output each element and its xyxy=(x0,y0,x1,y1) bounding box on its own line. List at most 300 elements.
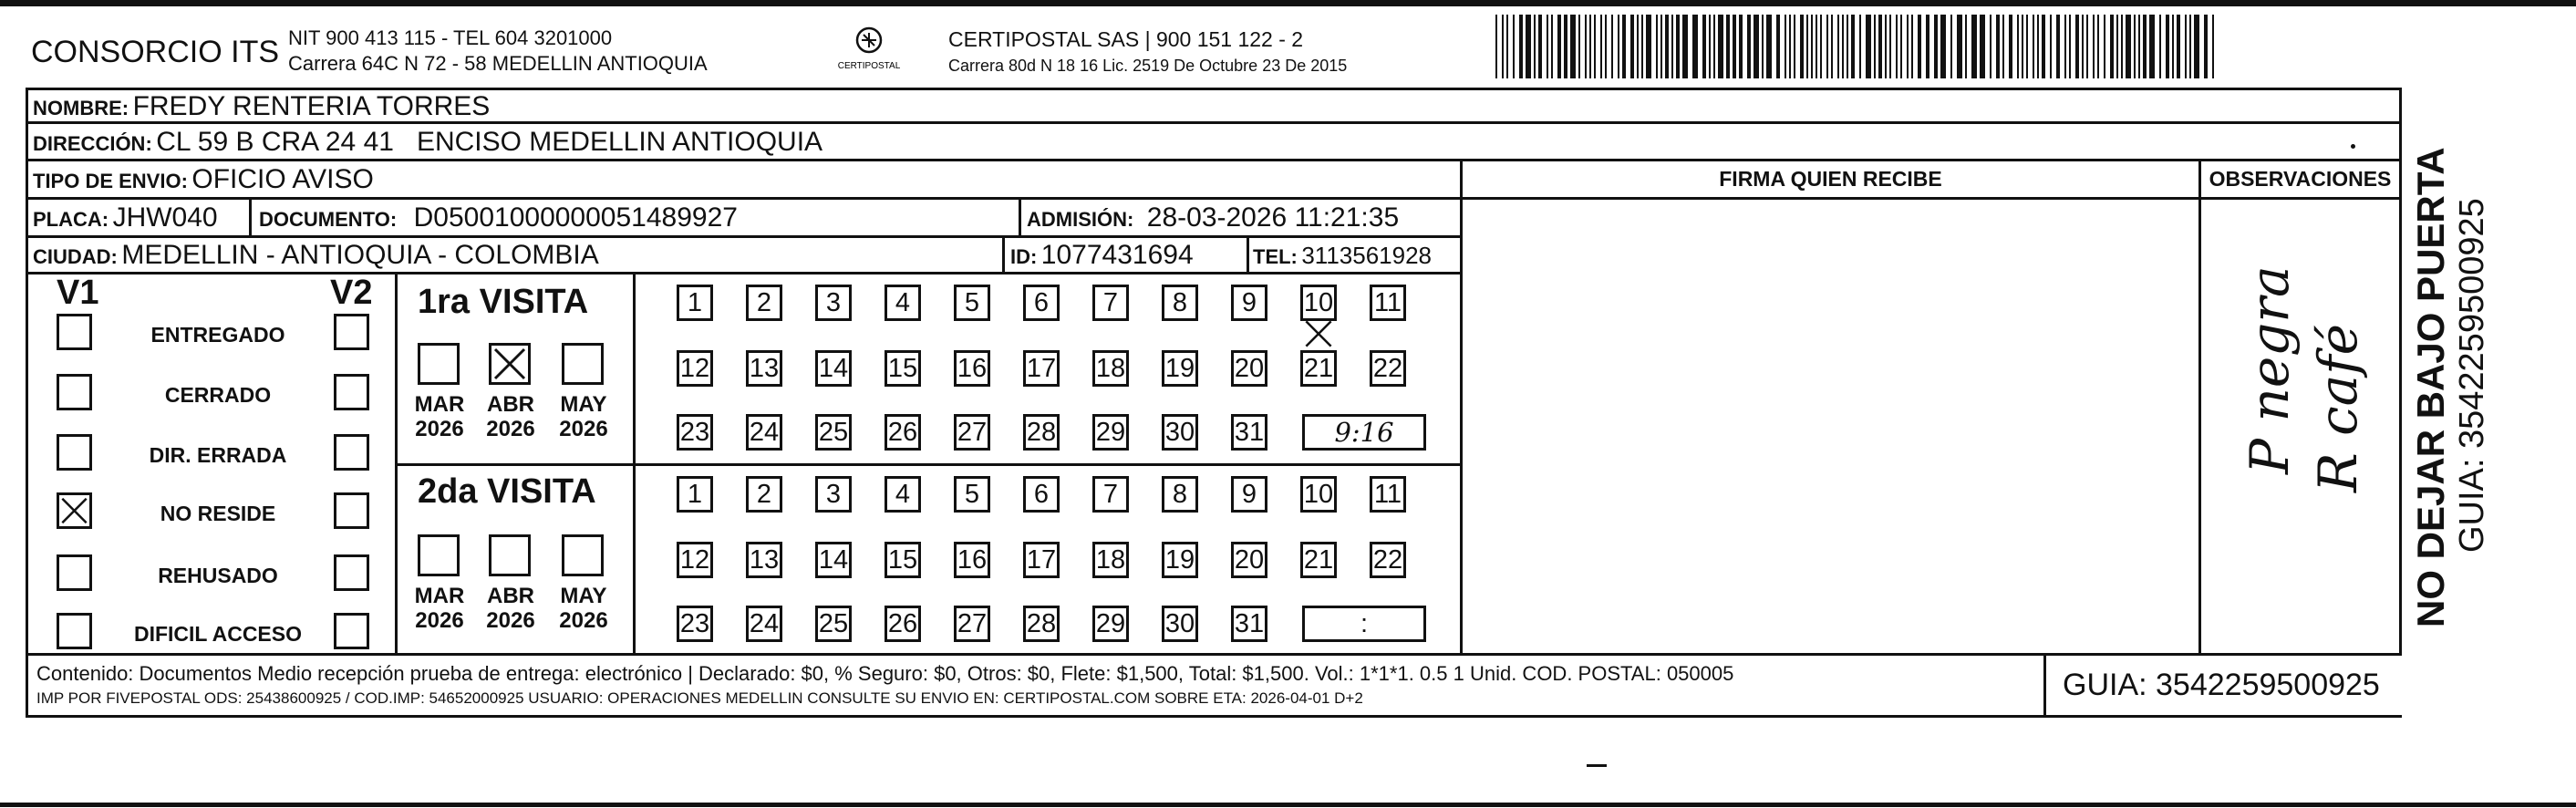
day-box[interactable] xyxy=(954,414,990,451)
month-year: 2026 xyxy=(415,608,464,633)
barcode-bar xyxy=(1534,15,1536,78)
barcode-bar xyxy=(1660,15,1662,78)
day-box[interactable] xyxy=(1370,350,1406,387)
bottom-border xyxy=(0,803,2576,807)
v1-checkbox[interactable] xyxy=(57,492,92,529)
v2-checkbox[interactable] xyxy=(334,492,369,529)
day-box[interactable] xyxy=(815,542,852,578)
day-number: 2 xyxy=(756,288,772,317)
id-cell xyxy=(1010,240,1194,271)
barcode-bar xyxy=(1526,15,1531,78)
barcode-bar xyxy=(1826,15,1828,78)
day-number: 11 xyxy=(1373,480,1402,509)
day-box[interactable] xyxy=(677,542,713,578)
day-number: 15 xyxy=(887,354,918,383)
barcode-bar xyxy=(1564,15,1567,78)
barcode-bar xyxy=(1585,15,1587,78)
barcode-bar xyxy=(2022,15,2023,78)
barcode-bar xyxy=(1538,15,1542,78)
day-number: 4 xyxy=(895,480,911,509)
carrier-license: Carrera 80d N 18 16 Lic. 2519 De Octubre 23 De 2015 xyxy=(948,57,1348,75)
day-number: 3 xyxy=(825,288,842,317)
barcode-bar xyxy=(1990,15,1991,78)
barcode-bar xyxy=(1842,15,1844,78)
month-checkbox[interactable] xyxy=(418,343,460,385)
barcode-bar xyxy=(1800,15,1804,78)
day-box[interactable] xyxy=(1023,350,1060,387)
day-number: 20 xyxy=(1234,545,1265,575)
day-number: 17 xyxy=(1026,354,1057,383)
day-box[interactable] xyxy=(1162,476,1198,513)
company-nit-tel: NIT 900 413 115 - TEL 604 3201000 xyxy=(288,26,613,49)
day-number: 12 xyxy=(679,354,710,383)
v1-label: V1 xyxy=(57,274,99,312)
day-box[interactable] xyxy=(885,476,921,513)
company-name: CONSORCIO ITS xyxy=(31,35,280,69)
barcode-bar xyxy=(1605,15,1607,78)
month-year: 2026 xyxy=(559,417,608,441)
barcode-bar xyxy=(1859,15,1861,78)
signature-divider xyxy=(1460,159,1463,655)
status-option-label: DIR. ERRADA xyxy=(149,443,287,467)
day-box[interactable] xyxy=(1023,285,1060,321)
barcode-bar xyxy=(2189,15,2191,78)
barcode-bar xyxy=(2033,15,2034,78)
day-number: 24 xyxy=(749,418,780,447)
day-number: 27 xyxy=(957,609,988,638)
day-number: 6 xyxy=(1033,288,1050,317)
day-box[interactable] xyxy=(1023,542,1060,578)
barcode-bar xyxy=(1754,15,1759,78)
month-checkbox[interactable] xyxy=(489,534,531,576)
barcode-bar xyxy=(1665,15,1669,78)
day-number: 13 xyxy=(749,354,780,383)
day-box[interactable] xyxy=(746,285,782,321)
day-number: 14 xyxy=(818,354,849,383)
stray-dot xyxy=(2351,144,2355,149)
day-number: 7 xyxy=(1102,480,1119,509)
barcode-bar xyxy=(1656,15,1658,78)
barcode-bar xyxy=(1878,15,1882,78)
carrier-name: CERTIPOSTAL SAS | 900 151 122 - 2 xyxy=(948,27,1304,51)
barcode-bar xyxy=(1600,15,1602,78)
barcode-bar xyxy=(2185,15,2187,78)
day-box[interactable] xyxy=(746,350,782,387)
day-box[interactable] xyxy=(677,476,713,513)
day-number: 28 xyxy=(1026,609,1057,638)
admission-cell xyxy=(1027,202,1399,233)
day-number: 18 xyxy=(1095,354,1126,383)
barcode-bar xyxy=(1785,15,1786,78)
barcode-bar xyxy=(1611,15,1613,78)
barcode-bar xyxy=(1907,15,1909,78)
day-number: 1 xyxy=(687,480,703,509)
day-box[interactable] xyxy=(1231,476,1267,513)
day-box[interactable] xyxy=(1300,285,1337,321)
city-label: CIUDAD: xyxy=(33,245,118,268)
day-number: 22 xyxy=(1372,354,1403,383)
barcode-bar xyxy=(1837,15,1839,78)
day-box[interactable] xyxy=(1092,476,1129,513)
day-number: 23 xyxy=(679,418,710,447)
tel-cell xyxy=(1253,242,1432,270)
send-type-label: TIPO DE ENVIO: xyxy=(33,170,188,192)
day-box[interactable] xyxy=(1300,350,1337,387)
barcode-bar xyxy=(2069,15,2071,78)
day-box[interactable] xyxy=(1300,542,1337,578)
barcode-bar xyxy=(1557,15,1561,78)
day-number: 20 xyxy=(1234,354,1265,383)
day-box[interactable] xyxy=(1231,285,1267,321)
footer-imp: IMP POR FIVEPOSTAL ODS: 25438600925 / COD.IMP: 54652000925 USUARIO: OPERACIONES MEDELLIN CONSULTE SU ENVIO EN: CERTIPOSTAL.COM SOBRE ETA: 2026-04-01 D+2 xyxy=(36,689,1363,707)
barcode-bar xyxy=(1747,15,1751,78)
day-number: 5 xyxy=(964,480,980,509)
barcode-bar xyxy=(1713,15,1715,78)
second-visit-title: 2da VISITA xyxy=(418,472,596,511)
v1-checkbox[interactable] xyxy=(57,554,92,591)
day-box[interactable] xyxy=(885,542,921,578)
month-checkbox[interactable] xyxy=(562,534,604,576)
v2-label: V2 xyxy=(330,274,373,312)
v2-checkbox[interactable] xyxy=(334,613,369,649)
month-checkbox[interactable] xyxy=(562,343,604,385)
barcode-bar xyxy=(1934,15,1938,78)
v2-checkbox[interactable] xyxy=(334,374,369,410)
v2-checkbox[interactable] xyxy=(334,434,369,471)
day-box[interactable] xyxy=(746,476,782,513)
barcode-bar xyxy=(1502,15,1504,78)
day-number: 26 xyxy=(887,418,918,447)
name-value: FREDY RENTERIA TORRES xyxy=(132,91,491,121)
company-address: Carrera 64C N 72 - 58 MEDELLIN ANTIOQUIA xyxy=(288,52,708,75)
barcode-bar xyxy=(2104,15,2105,78)
barcode-bar xyxy=(1957,15,1962,78)
day-number: 30 xyxy=(1164,418,1195,447)
status-option-label: NO RESIDE xyxy=(160,502,276,525)
first-visit-title: 1ra VISITA xyxy=(418,283,589,321)
day-box[interactable] xyxy=(1231,350,1267,387)
table-left xyxy=(26,88,28,717)
month-label xyxy=(554,584,613,633)
month-name: MAR xyxy=(414,392,465,417)
barcode-bar xyxy=(2002,15,2004,78)
address-row xyxy=(33,127,822,158)
side-warning: NO DEJAR BAJO PUERTA xyxy=(2409,147,2452,627)
check-mark xyxy=(491,346,528,382)
day-box[interactable] xyxy=(1370,285,1406,321)
address-value: CL 59 B CRA 24 41 ENCISO MEDELLIN ANTIOQUIA xyxy=(156,127,823,157)
name-label: NOMBRE: xyxy=(33,97,129,119)
barcode-bar xyxy=(2149,15,2155,78)
day-box[interactable] xyxy=(815,606,852,642)
barcode-bar xyxy=(1811,15,1813,78)
signature-label: FIRMA QUIEN RECIBE xyxy=(1719,167,1942,191)
day-box[interactable] xyxy=(1231,606,1267,642)
barcode-bar xyxy=(2116,15,2118,78)
barcode-bar xyxy=(2166,15,2169,78)
day-box[interactable] xyxy=(815,476,852,513)
month-checkbox[interactable] xyxy=(418,534,460,576)
barcode-bar xyxy=(1971,15,1977,78)
day-box[interactable] xyxy=(746,414,782,451)
day-box[interactable] xyxy=(1092,350,1129,387)
tel-divider xyxy=(1247,235,1249,274)
barcode-bar xyxy=(2086,15,2088,78)
day-box[interactable] xyxy=(1231,542,1267,578)
day-box[interactable] xyxy=(815,285,852,321)
day-number: 25 xyxy=(818,418,849,447)
v1-checkbox[interactable] xyxy=(57,314,92,350)
barcode xyxy=(1495,15,2225,78)
status-option-label: DIFICIL ACCESO xyxy=(133,622,302,646)
document-cell xyxy=(259,202,738,233)
month-name: MAY xyxy=(560,584,607,608)
barcode-bar xyxy=(1637,15,1639,78)
v1-checkbox[interactable] xyxy=(57,434,92,471)
footer-content: Contenido: Documentos Medio recepción prueba de entrega: electrónico | Declarado: $0, % Seguro: $0, Otros: $0, Flete: $1,500, Total: $1,500. Vol.: 1*1*1. 0.5 1 Unid. COD. POSTAL: 050005 xyxy=(36,662,1734,685)
barcode-bar xyxy=(1547,15,1548,78)
barcode-bar xyxy=(1506,15,1508,78)
day-box[interactable] xyxy=(885,414,921,451)
barcode-bar xyxy=(1762,15,1764,78)
day-number: 6 xyxy=(1033,480,1050,509)
observations-divider xyxy=(2198,159,2201,655)
day-box[interactable] xyxy=(1092,606,1129,642)
id-divider xyxy=(1002,235,1005,274)
barcode-bar xyxy=(2172,15,2174,78)
barcode-bar xyxy=(2177,15,2180,78)
table-top xyxy=(26,88,2402,90)
status-option-label: REHUSADO xyxy=(158,564,278,587)
barcode-bar xyxy=(1766,15,1772,78)
month-year: 2026 xyxy=(415,417,464,441)
barcode-bar xyxy=(2056,15,2060,78)
time-value: 9:16 xyxy=(1334,417,1394,448)
send-type-value: OFICIO AVISO xyxy=(191,164,374,194)
day-box[interactable] xyxy=(746,542,782,578)
footer-guia-divider xyxy=(2043,653,2046,717)
barcode-bar xyxy=(1733,15,1736,78)
barcode-bar xyxy=(1702,15,1706,78)
tel-value: 3113561928 xyxy=(1301,242,1433,269)
barcode-bar xyxy=(1709,15,1711,78)
day-number: 11 xyxy=(1373,288,1402,317)
month-label xyxy=(554,392,613,441)
barcode-bar xyxy=(1578,15,1580,78)
barcode-bar xyxy=(2082,15,2084,78)
barcode-bar xyxy=(2110,15,2114,78)
month-label xyxy=(410,392,469,441)
barcode-bar xyxy=(1676,15,1680,78)
barcode-bar xyxy=(1918,15,1921,78)
day-number: 17 xyxy=(1026,545,1057,575)
barcode-bar xyxy=(1789,15,1791,78)
day-number: 9 xyxy=(1241,288,1257,317)
barcode-bar xyxy=(2212,15,2214,78)
month-checkbox[interactable] xyxy=(489,343,531,385)
day-number: 29 xyxy=(1095,609,1126,638)
barcode-bar xyxy=(1589,15,1591,78)
month-name: MAY xyxy=(560,392,607,417)
day-number: 30 xyxy=(1164,609,1195,638)
barcode-bar xyxy=(2143,15,2147,78)
month-name: MAR xyxy=(414,584,465,608)
day-box[interactable] xyxy=(885,350,921,387)
day-number: 31 xyxy=(1234,609,1265,638)
name-row xyxy=(33,91,490,122)
barcode-bar xyxy=(1618,15,1619,78)
observations-handwriting-1: P negra xyxy=(2239,265,2301,474)
row-line-3 xyxy=(26,197,1462,200)
table-right xyxy=(2399,161,2402,653)
barcode-bar xyxy=(1794,15,1795,78)
day-box[interactable] xyxy=(815,414,852,451)
day-number: 9 xyxy=(1241,480,1257,509)
v2-checkbox[interactable] xyxy=(334,554,369,591)
day-number: 16 xyxy=(957,354,988,383)
day-box[interactable] xyxy=(1162,606,1198,642)
v1-checkbox[interactable] xyxy=(57,374,92,410)
day-number: 8 xyxy=(1172,288,1188,317)
barcode-bar xyxy=(2134,15,2136,78)
day-number: 8 xyxy=(1172,480,1188,509)
barcode-bar xyxy=(2097,15,2099,78)
day-box[interactable] xyxy=(1092,542,1129,578)
day-number: 1 xyxy=(687,288,703,317)
status-option-label: CERRADO xyxy=(164,383,272,407)
barcode-bar xyxy=(1641,15,1643,78)
barcode-bar xyxy=(2064,15,2066,78)
v1-checkbox[interactable] xyxy=(57,613,92,649)
barcode-bar xyxy=(1866,15,1871,78)
barcode-bar xyxy=(1513,15,1515,78)
day-number: 4 xyxy=(895,288,911,317)
send-type-row xyxy=(33,164,374,195)
day-box[interactable] xyxy=(1162,350,1198,387)
day-box[interactable] xyxy=(1092,285,1129,321)
address-label: DIRECCIÓN: xyxy=(33,132,152,155)
observations-handwriting-2: R café xyxy=(2307,324,2369,492)
day-box[interactable] xyxy=(1300,476,1337,513)
day-number: 18 xyxy=(1095,545,1126,575)
day-box[interactable] xyxy=(677,350,713,387)
signature-header-line xyxy=(1460,197,2402,200)
day-box[interactable] xyxy=(1162,414,1198,451)
barcode-bar xyxy=(1682,15,1688,78)
plate-label: PLACA: xyxy=(33,208,109,231)
barcode-bar xyxy=(1831,15,1833,78)
tel-label: TEL: xyxy=(1253,245,1298,268)
day-number: 26 xyxy=(887,609,918,638)
barcode-bar xyxy=(1495,15,1497,78)
day-box[interactable] xyxy=(954,606,990,642)
day-box[interactable] xyxy=(1162,285,1198,321)
barcode-bar xyxy=(2042,15,2045,78)
barcode-bar xyxy=(1950,15,1952,78)
day-number: 10 xyxy=(1303,480,1334,509)
day-number: 10 xyxy=(1303,288,1334,317)
footer-guia: GUIA: 3542259500925 xyxy=(2063,668,2380,702)
barcode-bar xyxy=(1570,15,1576,78)
day-number: 19 xyxy=(1164,545,1195,575)
barcode-bar xyxy=(2194,15,2199,78)
barcode-bar xyxy=(2037,15,2039,78)
time-box[interactable] xyxy=(1302,414,1426,451)
barcode-bar xyxy=(1851,15,1855,78)
barcode-bar xyxy=(2138,15,2140,78)
barcode-bar xyxy=(1594,15,1596,78)
barcode-bar xyxy=(1965,15,1967,78)
barcode-bar xyxy=(2159,15,2161,78)
plate-divider xyxy=(249,197,252,235)
day-box[interactable] xyxy=(1162,542,1198,578)
plate-cell xyxy=(33,202,218,233)
month-label xyxy=(481,392,540,441)
day-box[interactable] xyxy=(677,414,713,451)
day-number: 21 xyxy=(1303,545,1334,575)
city-value: MEDELLIN - ANTIOQUIA - COLOMBIA xyxy=(121,240,599,270)
v2-checkbox[interactable] xyxy=(334,314,369,350)
check-mark xyxy=(59,495,89,526)
day-number: 28 xyxy=(1026,418,1057,447)
barcode-bar xyxy=(1847,15,1848,78)
day-box[interactable] xyxy=(954,542,990,578)
month-label xyxy=(481,584,540,633)
barcode-bar xyxy=(1739,15,1743,78)
time-box[interactable] xyxy=(1302,606,1426,642)
barcode-bar xyxy=(1896,15,1898,78)
day-number: 2 xyxy=(756,480,772,509)
day-box[interactable] xyxy=(885,285,921,321)
day-box[interactable] xyxy=(746,606,782,642)
day-box[interactable] xyxy=(1023,414,1060,451)
barcode-bar xyxy=(1726,15,1730,78)
day-box[interactable] xyxy=(1092,414,1129,451)
day-number: 27 xyxy=(957,418,988,447)
day-number: 5 xyxy=(964,288,980,317)
logo-text: CERTIPOSTAL xyxy=(837,61,901,71)
barcode-bar xyxy=(1926,15,1929,78)
day-box[interactable] xyxy=(1231,414,1267,451)
day-box[interactable] xyxy=(1370,542,1406,578)
day-box[interactable] xyxy=(954,285,990,321)
day-box[interactable] xyxy=(1023,476,1060,513)
check-mark xyxy=(1303,318,1334,349)
day-box[interactable] xyxy=(1370,476,1406,513)
day-box[interactable] xyxy=(1023,606,1060,642)
city-cell xyxy=(33,240,599,271)
day-box[interactable] xyxy=(677,606,713,642)
barcode-bar xyxy=(2204,15,2208,78)
status-option-label: ENTREGADO xyxy=(150,323,285,347)
day-box[interactable] xyxy=(677,285,713,321)
barcode-bar xyxy=(1622,15,1626,78)
admission-divider xyxy=(1019,197,1021,235)
certipostal-logo xyxy=(834,24,904,75)
barcode-bar xyxy=(2075,15,2079,78)
document-value: D05001000000051489927 xyxy=(413,202,738,233)
day-box[interactable] xyxy=(954,476,990,513)
day-box[interactable] xyxy=(885,606,921,642)
day-number: 29 xyxy=(1095,418,1126,447)
barcode-bar xyxy=(1889,15,1891,78)
day-number: 16 xyxy=(957,545,988,575)
day-number: 15 xyxy=(887,545,918,575)
admission-label: ADMISIÓN: xyxy=(1027,208,1134,231)
day-box[interactable] xyxy=(815,350,852,387)
day-box[interactable] xyxy=(954,350,990,387)
time-value: : xyxy=(1360,609,1369,638)
